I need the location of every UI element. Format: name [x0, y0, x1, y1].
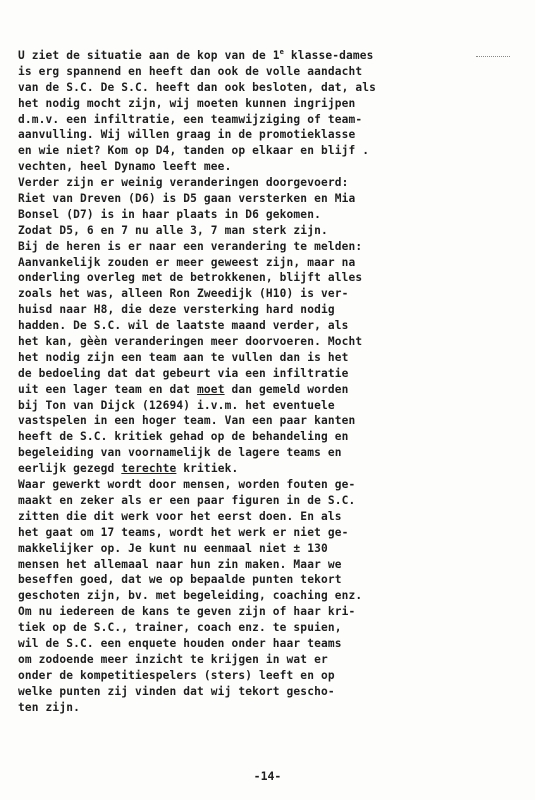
- text-line: [18, 239, 518, 255]
- text-segment: om zodoende meer inzicht te krijgen in wat er: [18, 652, 328, 666]
- text-segment: eerlijk gezegd: [18, 462, 122, 476]
- text-line: [18, 286, 518, 302]
- text-segment: dan gemeld worden: [224, 382, 349, 396]
- text-segment: tiek op de S.C., trainer, coach enz. te spuien,: [18, 621, 342, 635]
- text-segment: welke punten zij vinden dat wij tekort gescho-: [18, 684, 335, 698]
- body-text: [18, 48, 518, 715]
- text-line: [18, 684, 518, 700]
- text-segment: zoals het was, alleen Ron Zweedijk (H10) is ver-: [18, 287, 349, 301]
- text-segment: geschoten zijn, bv. met begeleiding, coaching enz.: [18, 589, 363, 603]
- text-line: [18, 477, 518, 493]
- text-line: [18, 96, 518, 112]
- text-line: [18, 48, 518, 64]
- text-line: [18, 636, 518, 652]
- text-segment: de bedoeling dat dat gebeurt via een infiltratie: [18, 366, 349, 380]
- text-segment: vastspelen in een hoger team. Van een paar kanten: [18, 414, 356, 428]
- text-segment: van de S.C. De S.C. heeft dan ook besloten, dat, als: [18, 80, 377, 94]
- text-line: [18, 255, 518, 271]
- text-line: [18, 302, 518, 318]
- text-line: [18, 557, 518, 573]
- text-segment: mensen het allemaal naar hun zin maken. Maar we: [18, 557, 342, 571]
- text-segment: Bij de heren is er naar een verandering te melden:: [18, 239, 363, 253]
- text-segment: ten zijn.: [18, 700, 80, 714]
- underlined-word: terechte: [121, 462, 177, 476]
- text-line: [18, 64, 518, 80]
- text-line: [18, 525, 518, 541]
- text-segment: bij Ton van Dijck (12694) i.v.m. het eventuele: [18, 398, 335, 412]
- text-line: [18, 143, 518, 159]
- text-line: [18, 382, 518, 398]
- text-segment: makkelijker op. Je kunt nu eenmaal niet ± 130: [18, 541, 328, 555]
- text-segment: huisd naar H8, die deze versterking hard nodig: [18, 303, 335, 317]
- text-line: [18, 429, 518, 445]
- text-segment: wil de S.C. een enquete houden onder haar teams: [18, 636, 342, 650]
- text-segment: heeft de S.C. kritiek gehad op de behandeling en: [18, 430, 349, 444]
- text-line: [18, 80, 518, 96]
- text-line: [18, 366, 518, 382]
- page-number: -14-: [253, 769, 282, 783]
- text-line: [18, 191, 518, 207]
- text-line: [18, 318, 518, 334]
- text-line: [18, 620, 518, 636]
- text-segment: vechten, heel Dynamo leeft mee.: [18, 160, 232, 174]
- text-line: [18, 159, 518, 175]
- text-segment: onderling overleg met de betrokkenen, blijft alles: [18, 271, 363, 285]
- text-line: [18, 413, 518, 429]
- text-segment: aanvulling. Wij willen graag in de promotieklasse: [18, 128, 356, 142]
- text-line: [18, 445, 518, 461]
- text-segment: maakt en zeker als er een paar figuren in de S.C.: [18, 493, 356, 507]
- text-segment: hadden. De S.C. wil de laatste maand verder, als: [18, 319, 349, 333]
- text-line: [18, 207, 518, 223]
- text-segment: kritiek.: [176, 462, 239, 476]
- text-line: [18, 588, 518, 604]
- text-segment: en wie niet? Kom op D4, tanden op elkaar en blijf .: [18, 144, 370, 158]
- text-line: [18, 461, 518, 477]
- text-line: [18, 509, 518, 525]
- text-segment: Bonsel (D7) is in haar plaats in D6 gekomen.: [18, 207, 321, 221]
- text-segment: d.m.v. een infiltratie, een teamwijziging of team-: [18, 112, 363, 126]
- text-line: [18, 604, 518, 620]
- text-line: [18, 334, 518, 350]
- text-segment: U ziet de situatie aan de kop van de 1: [18, 49, 280, 62]
- underlined-word: moet: [197, 382, 225, 396]
- superscript: e: [279, 48, 285, 56]
- text-segment: beseffen goed, dat we op bepaalde punten tekort: [18, 573, 342, 587]
- text-segment: Verder zijn er weinig veranderingen doorgevoerd:: [18, 176, 349, 190]
- text-segment: is erg spannend en heeft dan ook de volle aandacht: [18, 64, 363, 78]
- text-line: [18, 350, 518, 366]
- text-segment: het kan, gèèn veranderingen meer doorvoeren. Mocht: [18, 335, 363, 349]
- text-line: [18, 493, 518, 509]
- text-line: [18, 572, 518, 588]
- text-segment: het nodig zijn een team aan te vullen dan is het: [18, 350, 349, 364]
- text-segment: Aanvankelijk zouden er meer geweest zijn, maar na: [18, 255, 356, 269]
- text-segment: klasse-dames: [284, 49, 374, 62]
- text-segment: het gaat om 17 teams, wordt het werk er niet ge-: [18, 525, 349, 539]
- text-line: [18, 112, 518, 128]
- text-segment: onder de kompetitiespelers (sters) leeft en op: [18, 668, 335, 682]
- text-segment: het nodig mocht zijn, wij moeten kunnen ingrijpen: [18, 96, 356, 110]
- text-segment: Waar gewerkt wordt door mensen, worden fouten ge-: [18, 478, 356, 492]
- text-line: [18, 652, 518, 668]
- text-line: [18, 127, 518, 143]
- text-line: [18, 700, 518, 716]
- text-line: [18, 270, 518, 286]
- text-segment: begeleiding van voornamelijk de lagere teams en: [18, 446, 342, 460]
- text-segment: Riet van Dreven (D6) is D5 gaan versterken en Mia: [18, 192, 356, 206]
- text-segment: Om nu iedereen de kans te geven zijn of haar kri-: [18, 605, 356, 619]
- text-line: [18, 398, 518, 414]
- text-segment: zitten die dit werk voor het eerst doen. En als: [18, 509, 342, 523]
- text-line: [18, 668, 518, 684]
- text-line: [18, 541, 518, 557]
- text-line: [18, 175, 518, 191]
- text-line: [18, 223, 518, 239]
- text-segment: Zodat D5, 6 en 7 nu alle 3, 7 man sterk zijn.: [18, 223, 328, 237]
- text-segment: uit een lager team en dat: [18, 382, 198, 396]
